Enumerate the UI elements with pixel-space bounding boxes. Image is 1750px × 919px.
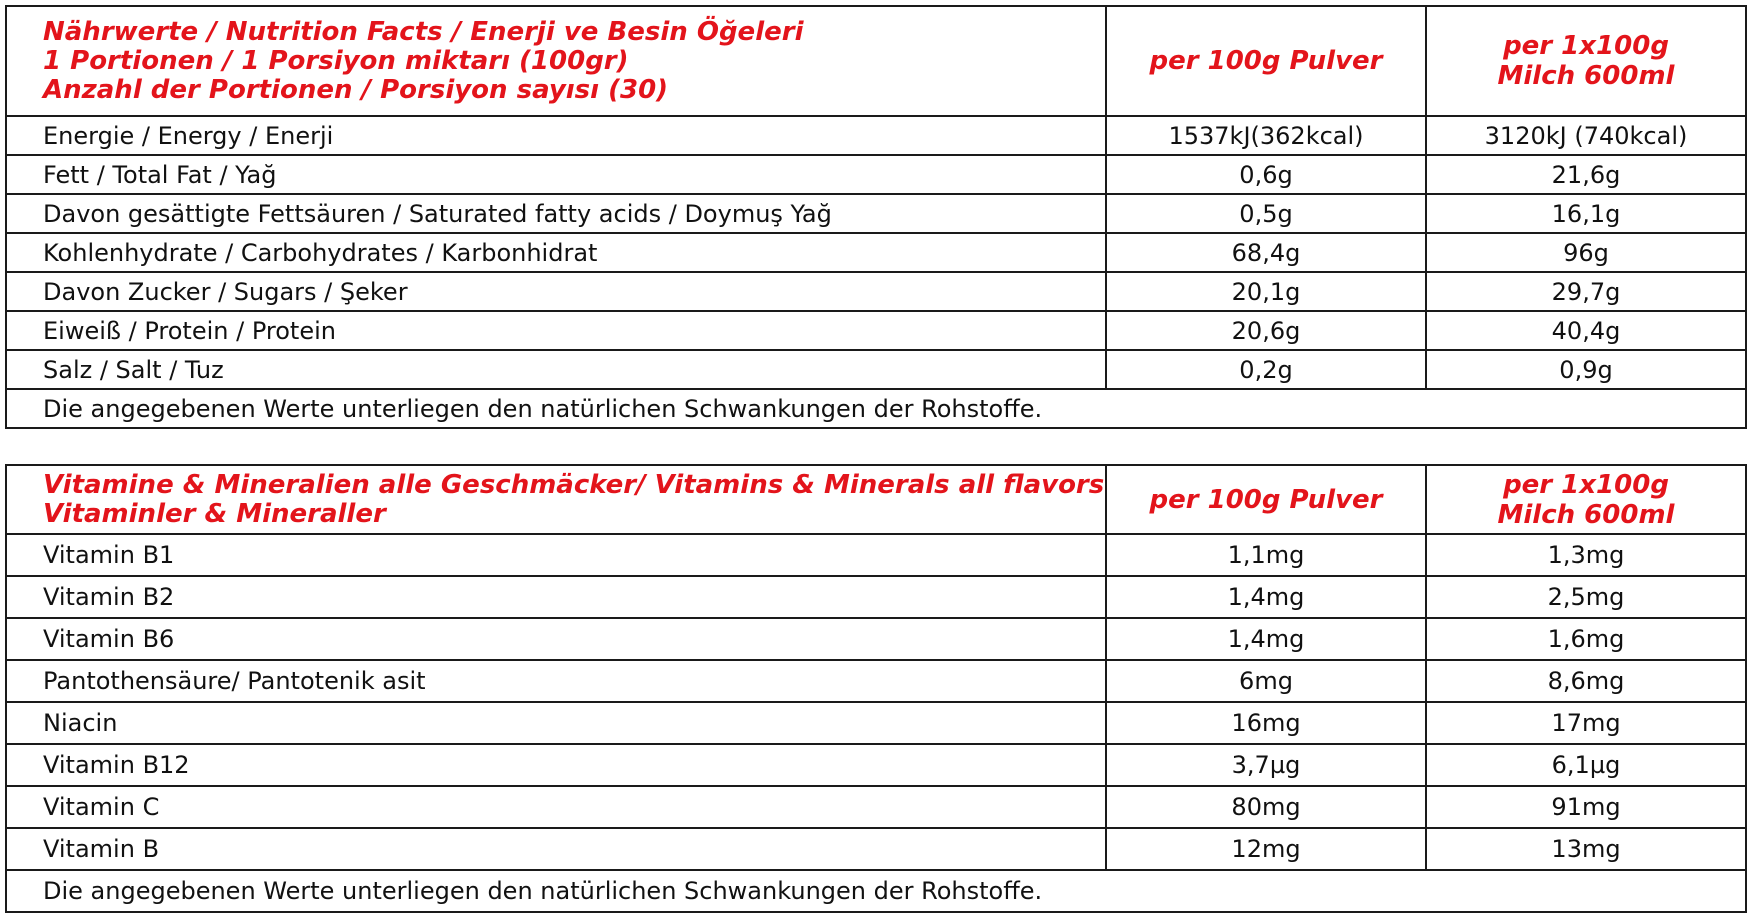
- nutrient-value-per-100g: 20,6g: [1106, 311, 1426, 350]
- table-row: [6, 534, 1746, 576]
- nutrient-value-per-100g: 0,5g: [1106, 194, 1426, 233]
- nutrition-facts-table: [5, 5, 1747, 429]
- vitamins-col-per-100g-header: per 100g Pulver: [1106, 465, 1426, 534]
- table-row: [6, 660, 1746, 702]
- vitamin-value-per-100g: 6mg: [1106, 660, 1426, 702]
- vitamins-title-line: Vitaminler & Mineraller: [43, 498, 386, 529]
- vitamin-value-per-100g: 1,4mg: [1106, 618, 1426, 660]
- nutrient-label: Fett / Total Fat / Yağ: [6, 155, 1106, 194]
- nutrient-label: Davon Zucker / Sugars / Şeker: [6, 272, 1106, 311]
- vitamin-value-per-100g: 16mg: [1106, 702, 1426, 744]
- nutrient-value-per-serving: 3120kJ (740kcal): [1426, 116, 1746, 155]
- nutrient-value-per-100g: 0,6g: [1106, 155, 1426, 194]
- vitamins-minerals-table: [5, 464, 1747, 913]
- vitamin-value-per-serving: 17mg: [1426, 702, 1746, 744]
- nutrition-col-per-serving-line: Milch 600ml: [1497, 61, 1675, 91]
- footnote: Die angegebenen Werte unterliegen den natürlichen Schwankungen der Rohstoffe.: [6, 870, 1746, 912]
- table-row: [6, 194, 1746, 233]
- vitamin-value-per-serving: 1,6mg: [1426, 618, 1746, 660]
- nutrient-label: Energie / Energy / Enerji: [6, 116, 1106, 155]
- vitamin-label: Vitamin B2: [6, 576, 1106, 618]
- nutrient-value-per-100g: 20,1g: [1106, 272, 1426, 311]
- table-row: [6, 786, 1746, 828]
- note-row: [6, 870, 1746, 912]
- nutrient-value-per-100g: 0,2g: [1106, 350, 1426, 389]
- vitamin-value-per-serving: 6,1µg: [1426, 744, 1746, 786]
- table-row: [6, 116, 1746, 155]
- table-row: [6, 618, 1746, 660]
- table-row: [6, 828, 1746, 870]
- vitamin-label: Vitamin C: [6, 786, 1106, 828]
- nutrition-title: [6, 6, 1106, 116]
- vitamins-col-per-serving-line: per 1x100g: [1503, 469, 1669, 500]
- vitamin-label: Vitamin B6: [6, 618, 1106, 660]
- nutrient-label: Davon gesättigte Fettsäuren / Saturated fatty acids / Doymuş Yağ: [6, 194, 1106, 233]
- vitamin-value-per-serving: 13mg: [1426, 828, 1746, 870]
- vitamins-col-per-serving-line: Milch 600ml: [1497, 499, 1675, 530]
- vitamin-label: Niacin: [6, 702, 1106, 744]
- vitamin-value-per-100g: 1,1mg: [1106, 534, 1426, 576]
- table-row: [6, 744, 1746, 786]
- table-row: [6, 350, 1746, 389]
- nutrient-value-per-serving: 96g: [1426, 233, 1746, 272]
- vitamin-value-per-serving: 91mg: [1426, 786, 1746, 828]
- vitamins-title-line: Vitamine & Mineralien alle Geschmäcker/ Vitamins & Minerals all flavors: [43, 469, 1105, 500]
- nutrition-title-line: Nährwerte / Nutrition Facts / Enerji ve Besin Öğeleri: [43, 16, 804, 47]
- nutrient-value-per-serving: 16,1g: [1426, 194, 1746, 233]
- nutrient-value-per-100g: 68,4g: [1106, 233, 1426, 272]
- nutrition-title-line: 1 Portionen / 1 Porsiyon miktarı (100gr): [43, 45, 629, 76]
- vitamin-value-per-100g: 1,4mg: [1106, 576, 1426, 618]
- vitamin-value-per-100g: 12mg: [1106, 828, 1426, 870]
- nutrient-value-per-100g: 1537kJ(362kcal): [1106, 116, 1426, 155]
- vitamins-header-row: [6, 465, 1746, 534]
- vitamin-value-per-100g: 80mg: [1106, 786, 1426, 828]
- table-row: [6, 272, 1746, 311]
- vitamin-value-per-serving: 2,5mg: [1426, 576, 1746, 618]
- nutrient-label: Eiweiß / Protein / Protein: [6, 311, 1106, 350]
- vitamin-label: Pantothensäure/ Pantotenik asit: [6, 660, 1106, 702]
- nutrition-title-line: Anzahl der Portionen / Porsiyon sayısı (30): [43, 74, 669, 105]
- note-row: [6, 389, 1746, 428]
- table-row: [6, 233, 1746, 272]
- vitamins-col-per-serving-header: [1426, 465, 1746, 534]
- table-row: [6, 311, 1746, 350]
- vitamins-title: [6, 465, 1106, 534]
- nutrition-col-per-serving-header: [1426, 6, 1746, 116]
- vitamin-value-per-serving: 1,3mg: [1426, 534, 1746, 576]
- nutrition-header-row: [6, 6, 1746, 116]
- vitamin-value-per-100g: 3,7µg: [1106, 744, 1426, 786]
- nutrition-col-per-serving-line: per 1x100g: [1503, 31, 1669, 61]
- nutrient-value-per-serving: 0,9g: [1426, 350, 1746, 389]
- table-row: [6, 576, 1746, 618]
- nutrient-value-per-serving: 40,4g: [1426, 311, 1746, 350]
- nutrient-value-per-serving: 21,6g: [1426, 155, 1746, 194]
- nutrition-col-per-100g-header: per 100g Pulver: [1106, 6, 1426, 116]
- vitamin-label: Vitamin B1: [6, 534, 1106, 576]
- table-row: [6, 702, 1746, 744]
- table-row: [6, 155, 1746, 194]
- nutrient-value-per-serving: 29,7g: [1426, 272, 1746, 311]
- vitamin-value-per-serving: 8,6mg: [1426, 660, 1746, 702]
- vitamin-label: Vitamin B12: [6, 744, 1106, 786]
- nutrient-label: Kohlenhydrate / Carbohydrates / Karbonhidrat: [6, 233, 1106, 272]
- vitamin-label: Vitamin B: [6, 828, 1106, 870]
- footnote: Die angegebenen Werte unterliegen den natürlichen Schwankungen der Rohstoffe.: [6, 389, 1746, 428]
- nutrient-label: Salz / Salt / Tuz: [6, 350, 1106, 389]
